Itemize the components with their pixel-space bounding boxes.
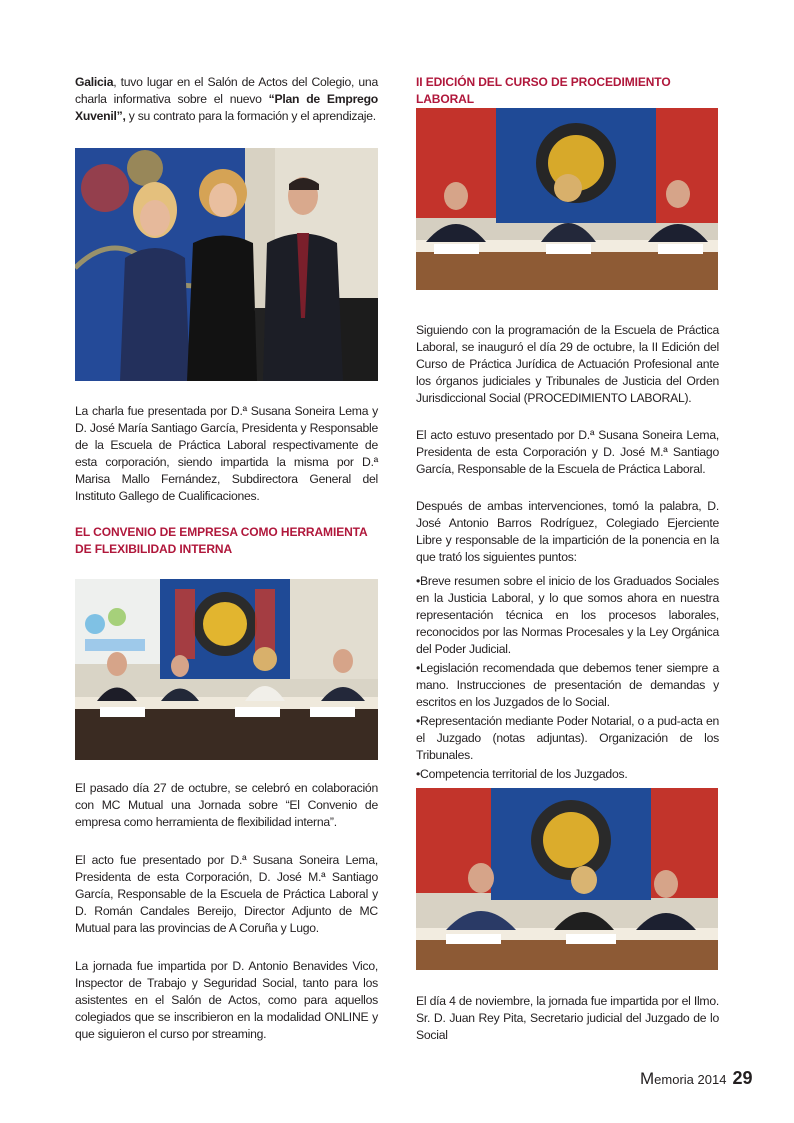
paragraph-27-octubre: El pasado día 27 de octubre, se celebró en colaboración con MC Mutual una Jornada sobre “El Convenio de empresa como herramienta de flexibilidad interna”. [75,781,378,829]
intro-bold: Galicia [75,75,114,89]
left-27oct [75,780,378,831]
paragraph-siguiendo: Siguiendo con la programación de la Escuela de Práctica Laboral, se inauguró el día 29 de octubre, la II Edición del Curso de Práctica Jurídica de Actuación Profesional ante los órganos judiciales y Tribunales de Justicia del Orden Jurisdiccional Social (PROCEDIMIENTO LABORAL). [416,323,719,405]
right-bullets [416,573,719,785]
intro-text-1: , tuvo lugar en el Salón de Actos del Colegio, una charla informativa sobre el nuevo [75,75,378,106]
left-acto [75,852,378,937]
photo-edicion-panel [416,108,718,290]
right-heading-edicion [416,74,719,108]
photo-jornada-panel [416,788,718,970]
footer-label: emoria 2014 [654,1072,727,1087]
bullet-item: •Competencia territorial de los Juzgados. [416,767,628,781]
left-intro [75,74,378,125]
right-siguiendo [416,322,719,407]
bullet-item: •Breve resumen sobre el inicio de los Graduados Sociales en la Justicia Laboral, y lo que somos ahora en nuestra representación técnica en los procesos laborales, reconocidos por las Normas Procesales y la Ley Orgánica del Poder Judicial. [416,574,719,656]
bullet-item: •Legislación recomendada que debemos tener siempre a mano. Instrucciones de presentación de demandas y escritos en los Juzgados de lo Social. [416,661,719,709]
left-jornada [75,958,378,1043]
paragraph-acto-convenio: El acto fue presentado por D.ª Susana Soneira Lema, Presidenta de esta Corporación, D. José M.ª Santiago García, Responsable de la Escuela de Práctica Laboral y D. Román Candales Bereijo, Director Adjunto de MC Mutual para las provincias de A Coruña y Lugo. [75,853,378,935]
paragraph-acto-edicion: El acto estuvo presentado por D.ª Susana Soneira Lema, Presidenta de esta Corporación y D. José M.ª Santiago García, Responsable de la Escuela de Práctica Laboral. [416,428,719,476]
intro-paragraph [75,74,378,125]
page-number: 29 [732,1068,753,1088]
intro-plan: “Plan de Emprego Xuvenil”, [75,92,378,123]
bullet-item: •Representación mediante Poder Notarial, o a pud-acta en el Juzgado (notas adjuntas). Organización de los Tribunales. [416,714,719,762]
footer-m: M [640,1069,655,1088]
photo-three-people [75,148,378,381]
heading-convenio: EL CONVENIO DE EMPRESA COMO HERRAMIENTA DE FLEXIBILIDAD INTERNA [75,525,368,556]
paragraph-despues: Después de ambas intervenciones, tomó la palabra, D. José Antonio Barros Rodríguez, Colegiado Ejerciente Libre y responsable de la impartición de la ponencia en la que trató los siguientes puntos: [416,499,719,564]
heading-edicion: II EDICIÓN DEL CURSO DE PROCEDIMIENTO LABORAL [416,75,671,106]
page-footer [640,1068,752,1089]
right-4nov [416,993,719,1044]
paragraph-presented: La charla fue presentada por D.ª Susana Soneira Lema y D. José María Santiago García, Presidenta y Responsable de la Escuela de Práctica Laboral respectivamente de esta corporación, siendo impartida la misma por D.ª Marisa Mallo Fernández, Subdirectora General del Instituto Gallego de Cualificaciones. [75,404,378,503]
left-presented [75,403,378,505]
photo-convenio-panel [75,579,378,760]
right-despues [416,498,719,566]
paragraph-4-noviembre: El día 4 de noviembre, la jornada fue impartida por el Ilmo. Sr. D. Juan Rey Pita, Secretario judicial del Juzgado de lo Social [416,994,719,1042]
left-heading-convenio [75,524,378,558]
paragraph-jornada-benavides: La jornada fue impartida por D. Antonio Benavides Vico, Inspector de Trabajo y Seguridad Social, tanto para los asistentes en el Salón de Actos, como para aquellos colegiados que se inscribieron en la modalidad ONLINE y que siguieron el curso por streaming. [75,959,378,1041]
right-acto [416,427,719,478]
intro-text-2: y su contrato para la formación y el aprendizaje. [125,109,376,123]
